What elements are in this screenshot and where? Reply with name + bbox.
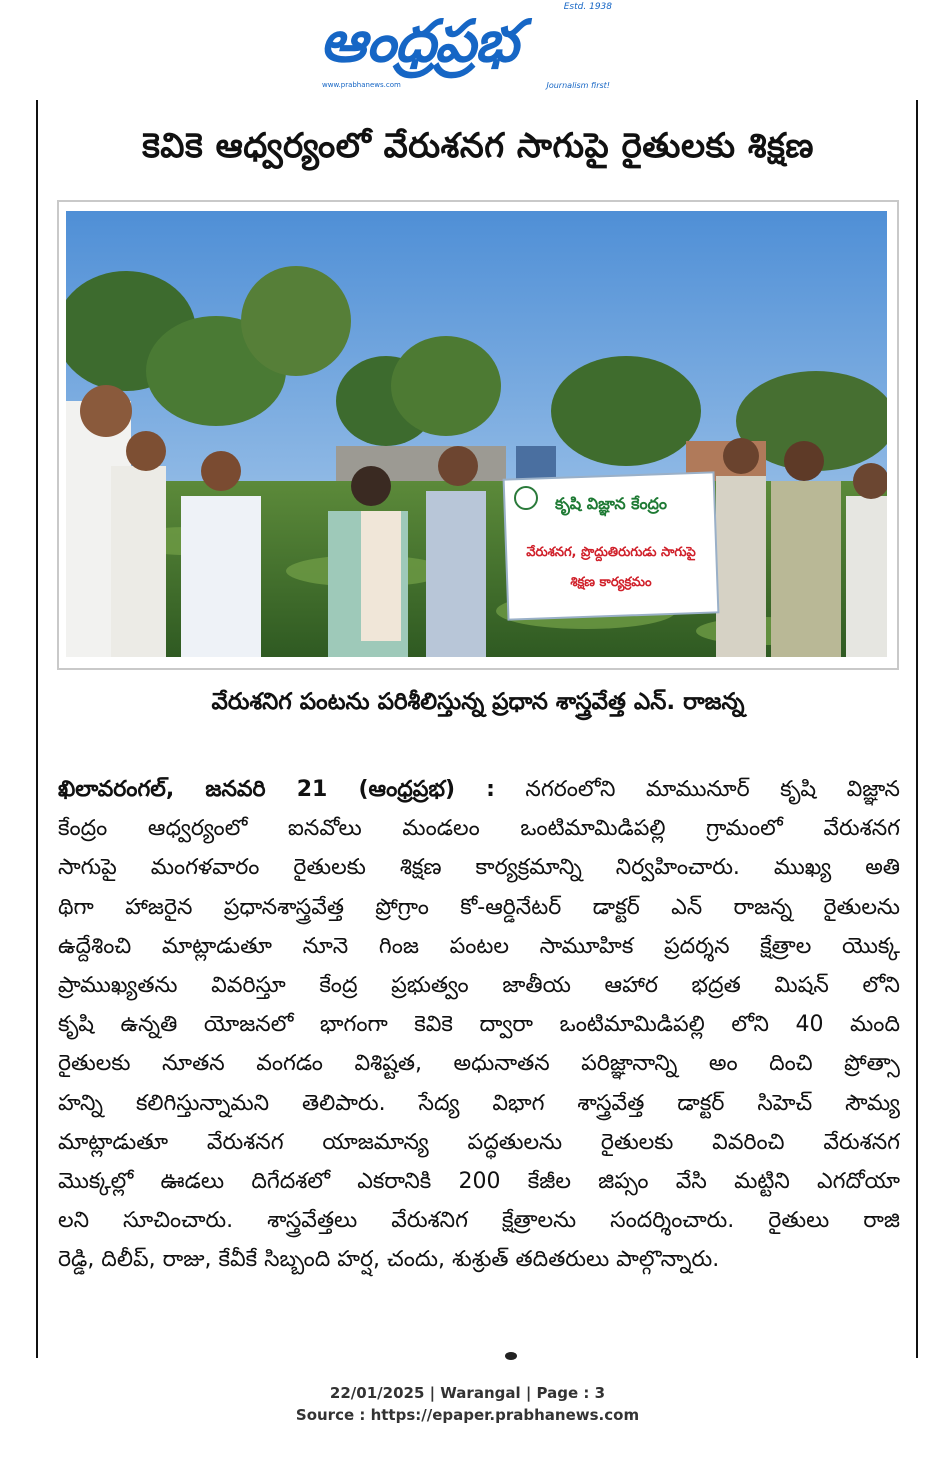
body-line bbox=[58, 770, 900, 809]
article-headline: కెవికె ఆధ్వర్యంలో వేరుశనగ సాగుపై రైతులకు శిక్షణ bbox=[142, 126, 814, 166]
article-border-right bbox=[916, 100, 918, 1358]
footer-date-page: 22/01/2025 | Warangal | Page : 3 bbox=[329, 1384, 606, 1402]
tagline: Journalism first! bbox=[546, 81, 610, 90]
body-line: ఉద్దేశించి మాట్లాడుతూ నూనె గింజ పంటల సామూహిక ప్రదర్శన క్షేత్రాల యొక్క bbox=[58, 933, 900, 959]
banner-line-1: కృషి విజ్ఞాన కేంద్రం bbox=[554, 494, 668, 513]
body-line: లని సూచించారు. శాస్త్రవేత్తలు వేరుశనిగ క్షేత్రాలను సందర్శించారు. రైతులు రాజి bbox=[58, 1208, 900, 1234]
body-line: థిగా హాజరైన ప్రధానశాస్త్రవేత్త ప్రోగ్రాం కో-ఆర్డినేటర్ డాక్టర్ ఎన్ రాజన్న రైతులను bbox=[58, 894, 900, 920]
body-line: రైతులకు నూతన వంగడం విశిష్టత, అధునాతన పరిజ్ఞానాన్ని అం దించి ప్రోత్సా bbox=[58, 1051, 900, 1077]
separator-dot bbox=[505, 1352, 517, 1360]
body-line: మాట్లాడుతూ వేరుశనగ యాజమాన్య పద్ధతులను రైతులకు వివరించి వేరుశనగ bbox=[58, 1129, 900, 1155]
photo-caption: వేరుశనిగ పంటను పరిశీలిస్తున్న ప్రధాన శాస్త్రవేత్త ఎన్. రాజన్న bbox=[211, 689, 745, 715]
dateline: ఖిలావరంగల్, జనవరి 21 (ఆంధ్రప్రభ) : bbox=[58, 777, 495, 802]
newspaper-logo: ఆంధ్రప్రభ bbox=[320, 7, 518, 75]
footer bbox=[0, 1382, 935, 1426]
banner-line-3: శిక్షణ కార్యక్రమం bbox=[570, 575, 652, 590]
body-line: మొక్కల్లో ఊడలు దిగేదశలో ఎకరానికి 200 కేజీల జిప్సం వేసి మట్టిని ఎగదోయా bbox=[58, 1168, 900, 1194]
body-line-text: నగరంలోని మామునూర్ కృషి విజ్ఞాన bbox=[494, 777, 900, 802]
website-label: www.prabhanews.com bbox=[322, 81, 401, 89]
article-border-left bbox=[36, 100, 38, 1358]
banner-line-2: వేరుశనగ, ప్రొద్దుతిరుగుడు సాగుపై bbox=[526, 545, 696, 560]
article-photo bbox=[66, 211, 887, 657]
established-year: Estd. 1938 bbox=[563, 2, 612, 12]
article-body bbox=[58, 770, 900, 1279]
masthead bbox=[300, 2, 630, 94]
body-line: కేంద్రం ఆధ్వర్యంలో ఐనవోలు మండలం ఒంటిమామిడిపల్లి గ్రామంలో వేరుశనగ bbox=[58, 816, 900, 842]
training-banner bbox=[504, 472, 719, 619]
body-line: సాగుపై మంగళవారం రైతులకు శిక్షణ కార్యక్రమాన్ని నిర్వహించారు. ముఖ్య అతి bbox=[58, 855, 900, 881]
body-line: హన్ని కలిగిస్తున్నామని తెలిపారు. సేద్య విభాగ శాస్త్రవేత్త డాక్టర్ సిహెచ్ సౌమ్య bbox=[58, 1090, 900, 1116]
body-line: రెడ్డి, దిలీప్, రాజు, కేవీకే సిబ్బంది హర్ష, చందు, శుశ్రుత్ తదితరులు పాల్గొన్నారు. bbox=[58, 1247, 720, 1273]
body-line: కృషి ఉన్నతి యోజనలో భాగంగా కెవికె ద్వారా ఒంటిమామిడిపల్లి లోని 40 మంది bbox=[58, 1012, 900, 1038]
footer-source: Source : https://epaper.prabhanews.com bbox=[295, 1406, 640, 1424]
body-line: ప్రాముఖ్యతను వివరిస్తూ కేంద్ర ప్రభుత్వం జాతీయ ఆహార భద్రత మిషన్ లోని bbox=[58, 972, 900, 998]
